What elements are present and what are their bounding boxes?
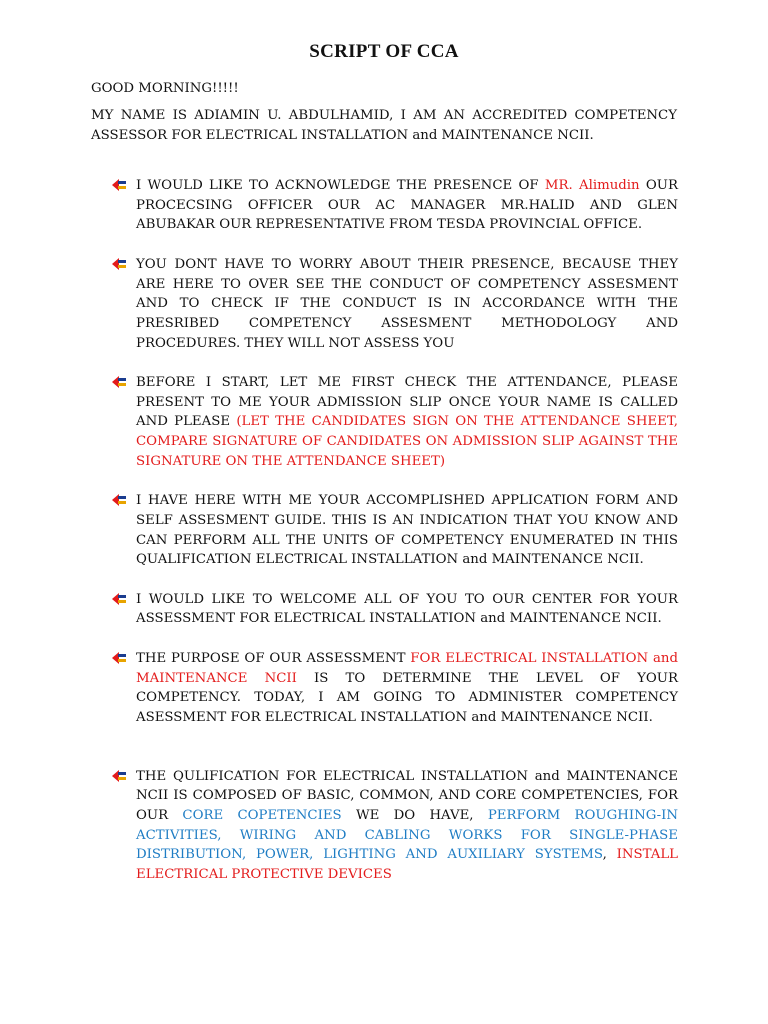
- bullet-arrow-icon: [112, 258, 126, 270]
- bullet-highlight-blue: PERFORM ROUGHING-IN ACTIVITIES, WIRING AND CABLING WORKS FOR SINGLE-PHASE DISTRIBUTION, POWER, LIGHTING AND AUXILIARY SYSTEMS: [136, 808, 678, 863]
- bullet-arrow-icon: [112, 494, 126, 506]
- greeting-text: GOOD MORNING!!!!!: [91, 81, 239, 96]
- bullet-list: [112, 176, 678, 905]
- bullet-arrow-icon: [112, 652, 126, 664]
- bullet-text: OUR PROCECSING OFFICER OUR AC MANAGER MR.HALID AND GLEN ABUBAKAR OUR REPRESENTATIVE FROM TESDA PROVINCIAL OFFICE.: [136, 178, 678, 233]
- bullet-highlight: INSTALL ELECTRICAL PROTECTIVE DEVICES: [136, 847, 678, 883]
- bullet-arrow-icon: [112, 179, 126, 191]
- bullet-item-purpose: [112, 649, 678, 728]
- bullet-highlight-blue: CORE COPETENCIES: [182, 808, 342, 824]
- bullet-highlight: FOR ELECTRICAL INSTALLATION and MAINTENANCE NCII: [136, 650, 679, 686]
- bullet-item-welcome: [112, 590, 678, 629]
- bullet-highlight: MR. Alimudin: [544, 178, 640, 193]
- bullet-text: BEFORE I START, LET ME FIRST CHECK THE ATTENDANCE, PLEASE PRESENT TO ME YOUR ADMISSION SLIP ONCE YOUR NAME IS CALLED AND PLEASE: [136, 375, 678, 430]
- bullet-text: ,: [602, 847, 617, 863]
- bullet-text: THE PURPOSE OF OUR ASSESSMENT: [136, 650, 411, 666]
- bullet-text: I HAVE HERE WITH ME YOUR ACCOMPLISHED APPLICATION FORM AND SELF ASSESMENT GUIDE. THIS IS AN INDICATION THAT YOU KNOW AND CAN PERFORM ALL THE UNITS OF COMPETENCY ENUMERATED IN THIS QUALIFICATION ELECTRICAL INSTALLATION and MAINTENANCE NCII.: [136, 493, 678, 568]
- bullet-arrow-icon: [112, 770, 126, 782]
- intro-paragraph: MY NAME IS ADIAMIN U. ABDULHAMID, I AM AN ACCREDITED COMPETENCY ASSESSOR FOR ELECTRICAL INSTALLATION and MAINTENANCE NCII.: [91, 108, 677, 143]
- bullet-text: I WOULD LIKE TO WELCOME ALL OF YOU TO OUR CENTER FOR YOUR ASSESSMENT FOR ELECTRICAL INSTALLATION and MAINTENANCE NCII.: [136, 591, 678, 627]
- bullet-item-application-form: [112, 491, 678, 570]
- bullet-text: YOU DONT HAVE TO WORRY ABOUT THEIR PRESENCE, BECAUSE THEY ARE HERE TO OVER SEE THE CONDUCT OF COMPETENCY ASSESMENT AND TO CHECK IF THE CONDUCT IS IN ACCORDANCE WITH THE PRESRIBED COMPETENCY ASSESMENT METHODOLOGY AND PROCEDURES. THEY WILL NOT ASSESS YOU: [136, 256, 678, 351]
- bullet-text: WE DO HAVE,: [341, 808, 488, 824]
- bullet-item-presence: [112, 255, 678, 354]
- bullet-item-attendance: [112, 373, 678, 472]
- bullet-item-acknowledge: [112, 176, 678, 235]
- bullet-item-qualification: [112, 767, 678, 885]
- bullet-arrow-icon: [112, 593, 126, 605]
- bullet-arrow-icon: [112, 376, 126, 388]
- bullet-text: THE QULIFICATION FOR ELECTRICAL INSTALLATION and MAINTENANCE NCII IS COMPOSED OF BASIC, COMMON, AND CORE COMPETENCIES, FOR OUR: [136, 768, 678, 824]
- bullet-text: I WOULD LIKE TO ACKNOWLEDGE THE PRESENCE OF: [136, 178, 545, 193]
- bullet-text: IS TO DETERMINE THE LEVEL OF YOUR COMPETENCY. TODAY, I AM GOING TO ADMINISTER COMPETENCY ASESSMENT FOR ELECTRICAL INSTALLATION and MAINTENANCE NCII.: [136, 670, 678, 725]
- page-title: SCRIPT OF CCA: [309, 41, 459, 62]
- bullet-highlight: (LET THE CANDIDATES SIGN ON THE ATTENDANCE SHEET, COMPARE SIGNATURE OF CANDIDATES ON ADMISSION SLIP AGAINST THE SIGNATURE ON THE ATTENDANCE SHEET): [136, 414, 678, 469]
